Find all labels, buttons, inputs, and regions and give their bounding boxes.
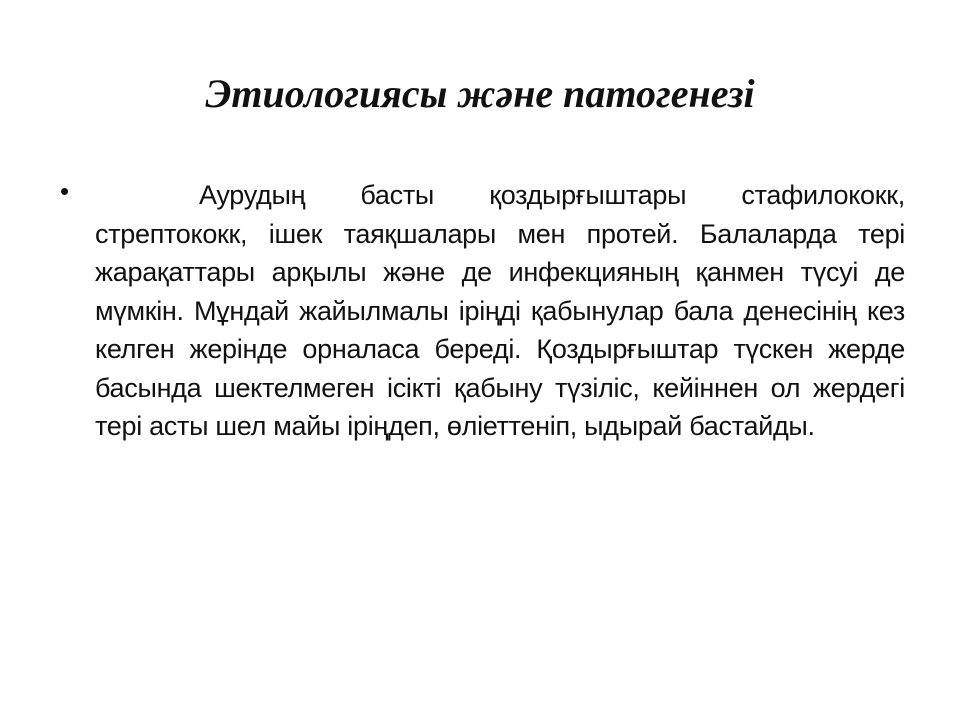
bullet-list — [60, 176, 905, 446]
bullet-marker: • — [60, 176, 70, 206]
slide-title: Этиологиясы және патогенезі — [205, 71, 755, 116]
bullet-text: Аурудың басты қоздырғыштары стафилококк, стрептококк, ішек таяқшалары мен протей. Балаларда тері жарақаттары арқылы және де инфекцияның қанмен түсуі де мүмкін. Мұндай жайылмалы іріңді қабынулар бала денесінің кез келген жерінде орналаса береді. Қоздырғыштар түскен жерде басында шектелмеген ісікті қабыну түзіліс, кейіннен ол жердегі тері асты шел майы іріңдеп, өліеттеніп, ыдырай бастайды. — [95, 180, 905, 441]
bullet-item — [60, 176, 905, 446]
